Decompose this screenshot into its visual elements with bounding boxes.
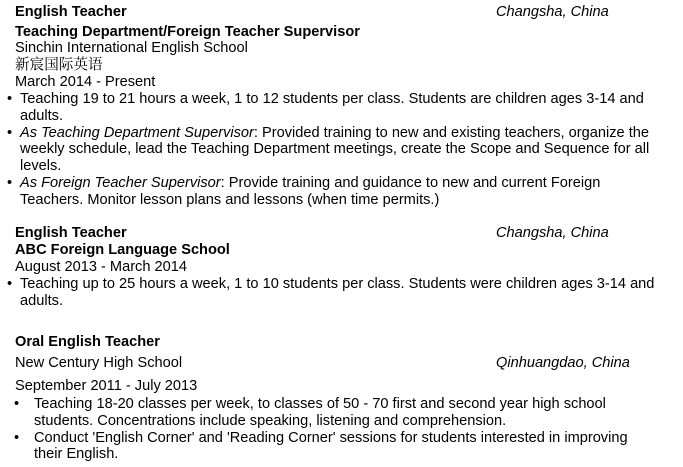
job-bullet-list <box>0 276 683 310</box>
bullet-icon: • <box>7 124 13 141</box>
job-bullet-list <box>0 396 683 463</box>
job-title: Oral English Teacher <box>15 334 160 350</box>
bullet-icon: • <box>7 91 13 107</box>
job-subtitle: ABC Foreign Language School <box>15 242 230 258</box>
bullet-text: : Provide training and guidance to new and current Foreign Teachers. Monitor lesson plans and lessons (when time permits.) <box>20 174 601 208</box>
organization-name: New Century High School <box>15 355 183 371</box>
job-location: Qinhuangdao, China <box>496 355 630 371</box>
bullet-text: Teaching 18-20 classes per week, to classes of 50 - 70 first and second year high school students. Concentrations include speaking, listening and comprehension. <box>34 396 606 429</box>
bullet-icon: • <box>14 429 20 446</box>
organization-native-name: 新宸国际英语 <box>15 57 103 73</box>
job-dates: March 2014 - Present <box>15 74 156 90</box>
bullet-lead: As Teaching Department Supervisor <box>20 124 254 141</box>
list-item <box>0 91 683 125</box>
job-dates: September 2011 - July 2013 <box>15 378 198 394</box>
list-item <box>0 396 683 430</box>
list-item <box>0 276 683 310</box>
bullet-text: Teaching 19 to 21 hours a week, 1 to 12 students per class. Students are children ages 3-14 and adults. <box>20 91 644 124</box>
bullet-icon: • <box>7 174 13 191</box>
job-dates: August 2013 - March 2014 <box>15 259 187 275</box>
job-bullet-list <box>0 91 683 209</box>
job-location: Changsha, China <box>496 4 609 20</box>
list-item <box>0 175 683 209</box>
job-subtitle: Teaching Department/Foreign Teacher Supervisor <box>15 24 360 40</box>
bullet-lead: As Foreign Teacher Supervisor <box>20 174 221 191</box>
job-title: English Teacher <box>15 4 127 20</box>
list-item <box>0 430 683 464</box>
bullet-text: : Provided training to new and existing teachers, organize the weekly schedule, lead the Teaching Department meetings, create the Scope and Sequence for all levels. <box>20 124 650 175</box>
organization-name: Sinchin International English School <box>15 40 248 56</box>
job-title: English Teacher <box>15 225 127 241</box>
bullet-text: Conduct 'English Corner' and 'Reading Corner' sessions for students interested in improving their English. <box>34 429 628 463</box>
bullet-icon: • <box>14 396 20 412</box>
job-location: Changsha, China <box>496 225 609 241</box>
bullet-text: Teaching up to 25 hours a week, 1 to 10 students per class. Students were children ages 3-14 and adults. <box>20 276 655 309</box>
bullet-icon: • <box>7 276 13 292</box>
list-item <box>0 125 683 175</box>
